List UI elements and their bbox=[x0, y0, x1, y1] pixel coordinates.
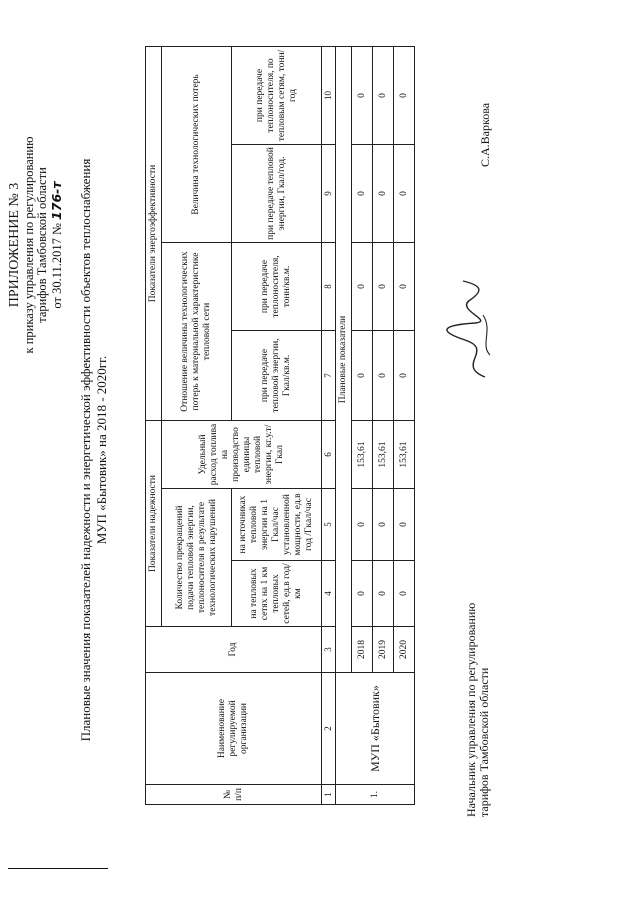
column-numbers-row bbox=[322, 47, 336, 805]
value-cell: 0 bbox=[373, 145, 394, 243]
value-cell: 0 bbox=[394, 331, 415, 421]
header-fuel-rate: Удельный расход топлива на производство единицы тепловой энергии, кг.у.т/Гкал bbox=[162, 421, 322, 489]
value-cell: 0 bbox=[394, 47, 415, 145]
org-name: МУП «Бытовик» bbox=[336, 673, 415, 785]
value-cell: 0 bbox=[394, 489, 415, 561]
appendix-date-line bbox=[50, 25, 64, 465]
value-cell: 0 bbox=[373, 243, 394, 331]
value-cell: 0 bbox=[394, 145, 415, 243]
header-org: Наименование регулируемой организации bbox=[146, 673, 322, 785]
value-cell: 0 bbox=[352, 561, 373, 627]
signature-position-line1: Начальник управления по регулированию bbox=[464, 602, 478, 817]
value-cell: 0 bbox=[373, 561, 394, 627]
value-cell: 0 bbox=[352, 243, 373, 331]
header-col5: на источниках тепловой энергии на 1 Гкал/час установленной мощности, ед.в год /Гкал/час bbox=[232, 489, 322, 561]
header-ratio-group: Отношение величины технологических потерь к материальной характеристике тепловой сети bbox=[162, 243, 232, 421]
header-col8: при передаче теплоносителя, тонн/кв.м. bbox=[232, 243, 322, 331]
colnum-3: 3 bbox=[322, 627, 336, 673]
colnum-1: 1 bbox=[322, 785, 336, 805]
appendix-date: от 30.11.2017 № bbox=[50, 223, 64, 309]
colnum-4: 4 bbox=[322, 561, 336, 627]
colnum-6: 6 bbox=[322, 421, 336, 489]
value-cell: 153,61 bbox=[373, 421, 394, 489]
colnum-9: 9 bbox=[322, 145, 336, 243]
year-cell: 2020 bbox=[394, 627, 415, 673]
value-cell: 0 bbox=[352, 145, 373, 243]
header-losses-group: Величина технологических потерь bbox=[162, 47, 232, 243]
value-cell: 0 bbox=[373, 489, 394, 561]
value-cell: 0 bbox=[394, 561, 415, 627]
section-label: Плановые показатели bbox=[336, 47, 352, 673]
colnum-8: 8 bbox=[322, 243, 336, 331]
colnum-7: 7 bbox=[322, 331, 336, 421]
handwritten-signature bbox=[435, 275, 505, 385]
header-efficiency-group: Показатели энергоэффективности bbox=[146, 47, 162, 421]
value-cell: 0 bbox=[394, 243, 415, 331]
value-cell: 0 bbox=[352, 331, 373, 421]
appendix-order-line: к приказу управления по регулированию bbox=[22, 136, 36, 354]
value-cell: 153,61 bbox=[352, 421, 373, 489]
header-interruptions-group: Количество прекращений подачи тепловой энергии, теплоносителя в результате технологических нарушений bbox=[162, 489, 232, 627]
header-no: № п/п bbox=[146, 785, 322, 805]
appendix-authority-line: тарифов Тамбовской области bbox=[35, 167, 49, 323]
indicators-table bbox=[145, 46, 415, 805]
appendix-order-number: 176-т bbox=[49, 181, 64, 220]
value-cell: 153,61 bbox=[394, 421, 415, 489]
colnum-2: 2 bbox=[322, 673, 336, 785]
header-year: Год bbox=[146, 627, 322, 673]
signature-name: С.А.Варкова bbox=[478, 102, 492, 167]
year-cell: 2019 bbox=[373, 627, 394, 673]
colnum-5: 5 bbox=[322, 489, 336, 561]
header-reliability-group: Показатели надежности bbox=[146, 421, 162, 627]
value-cell: 0 bbox=[352, 489, 373, 561]
header-col10: при передаче теплоносителя, по тепловым сетям, тонн/год bbox=[232, 47, 322, 145]
appendix-title: ПРИЛОЖЕНИЕ № 3 bbox=[7, 182, 22, 308]
colnum-10: 10 bbox=[322, 47, 336, 145]
document-subtitle: МУП «Бытовик» на 2018 - 2020гг. bbox=[94, 355, 109, 545]
signature-position bbox=[465, 603, 491, 817]
value-cell: 0 bbox=[373, 331, 394, 421]
scan-edge-line bbox=[8, 868, 108, 869]
header-col9: при передаче тепловой энергии, Гкал/год. bbox=[232, 145, 322, 243]
signature-position-line2: тарифов Тамбовской области bbox=[477, 667, 491, 817]
value-cell: 0 bbox=[373, 47, 394, 145]
header-col4: на тепловых сетях на 1 км тепловых сетей, ед.в год/км bbox=[232, 561, 322, 627]
row-number: 1. bbox=[336, 785, 415, 805]
value-cell: 0 bbox=[352, 47, 373, 145]
year-cell: 2018 bbox=[352, 627, 373, 673]
document-title: Плановые значения показателей надежности и энергетической эффективности объектов теплоснабжения bbox=[78, 158, 93, 742]
header-col7: при передаче тепловой энергии, Гкал/кв.м. bbox=[232, 331, 322, 421]
